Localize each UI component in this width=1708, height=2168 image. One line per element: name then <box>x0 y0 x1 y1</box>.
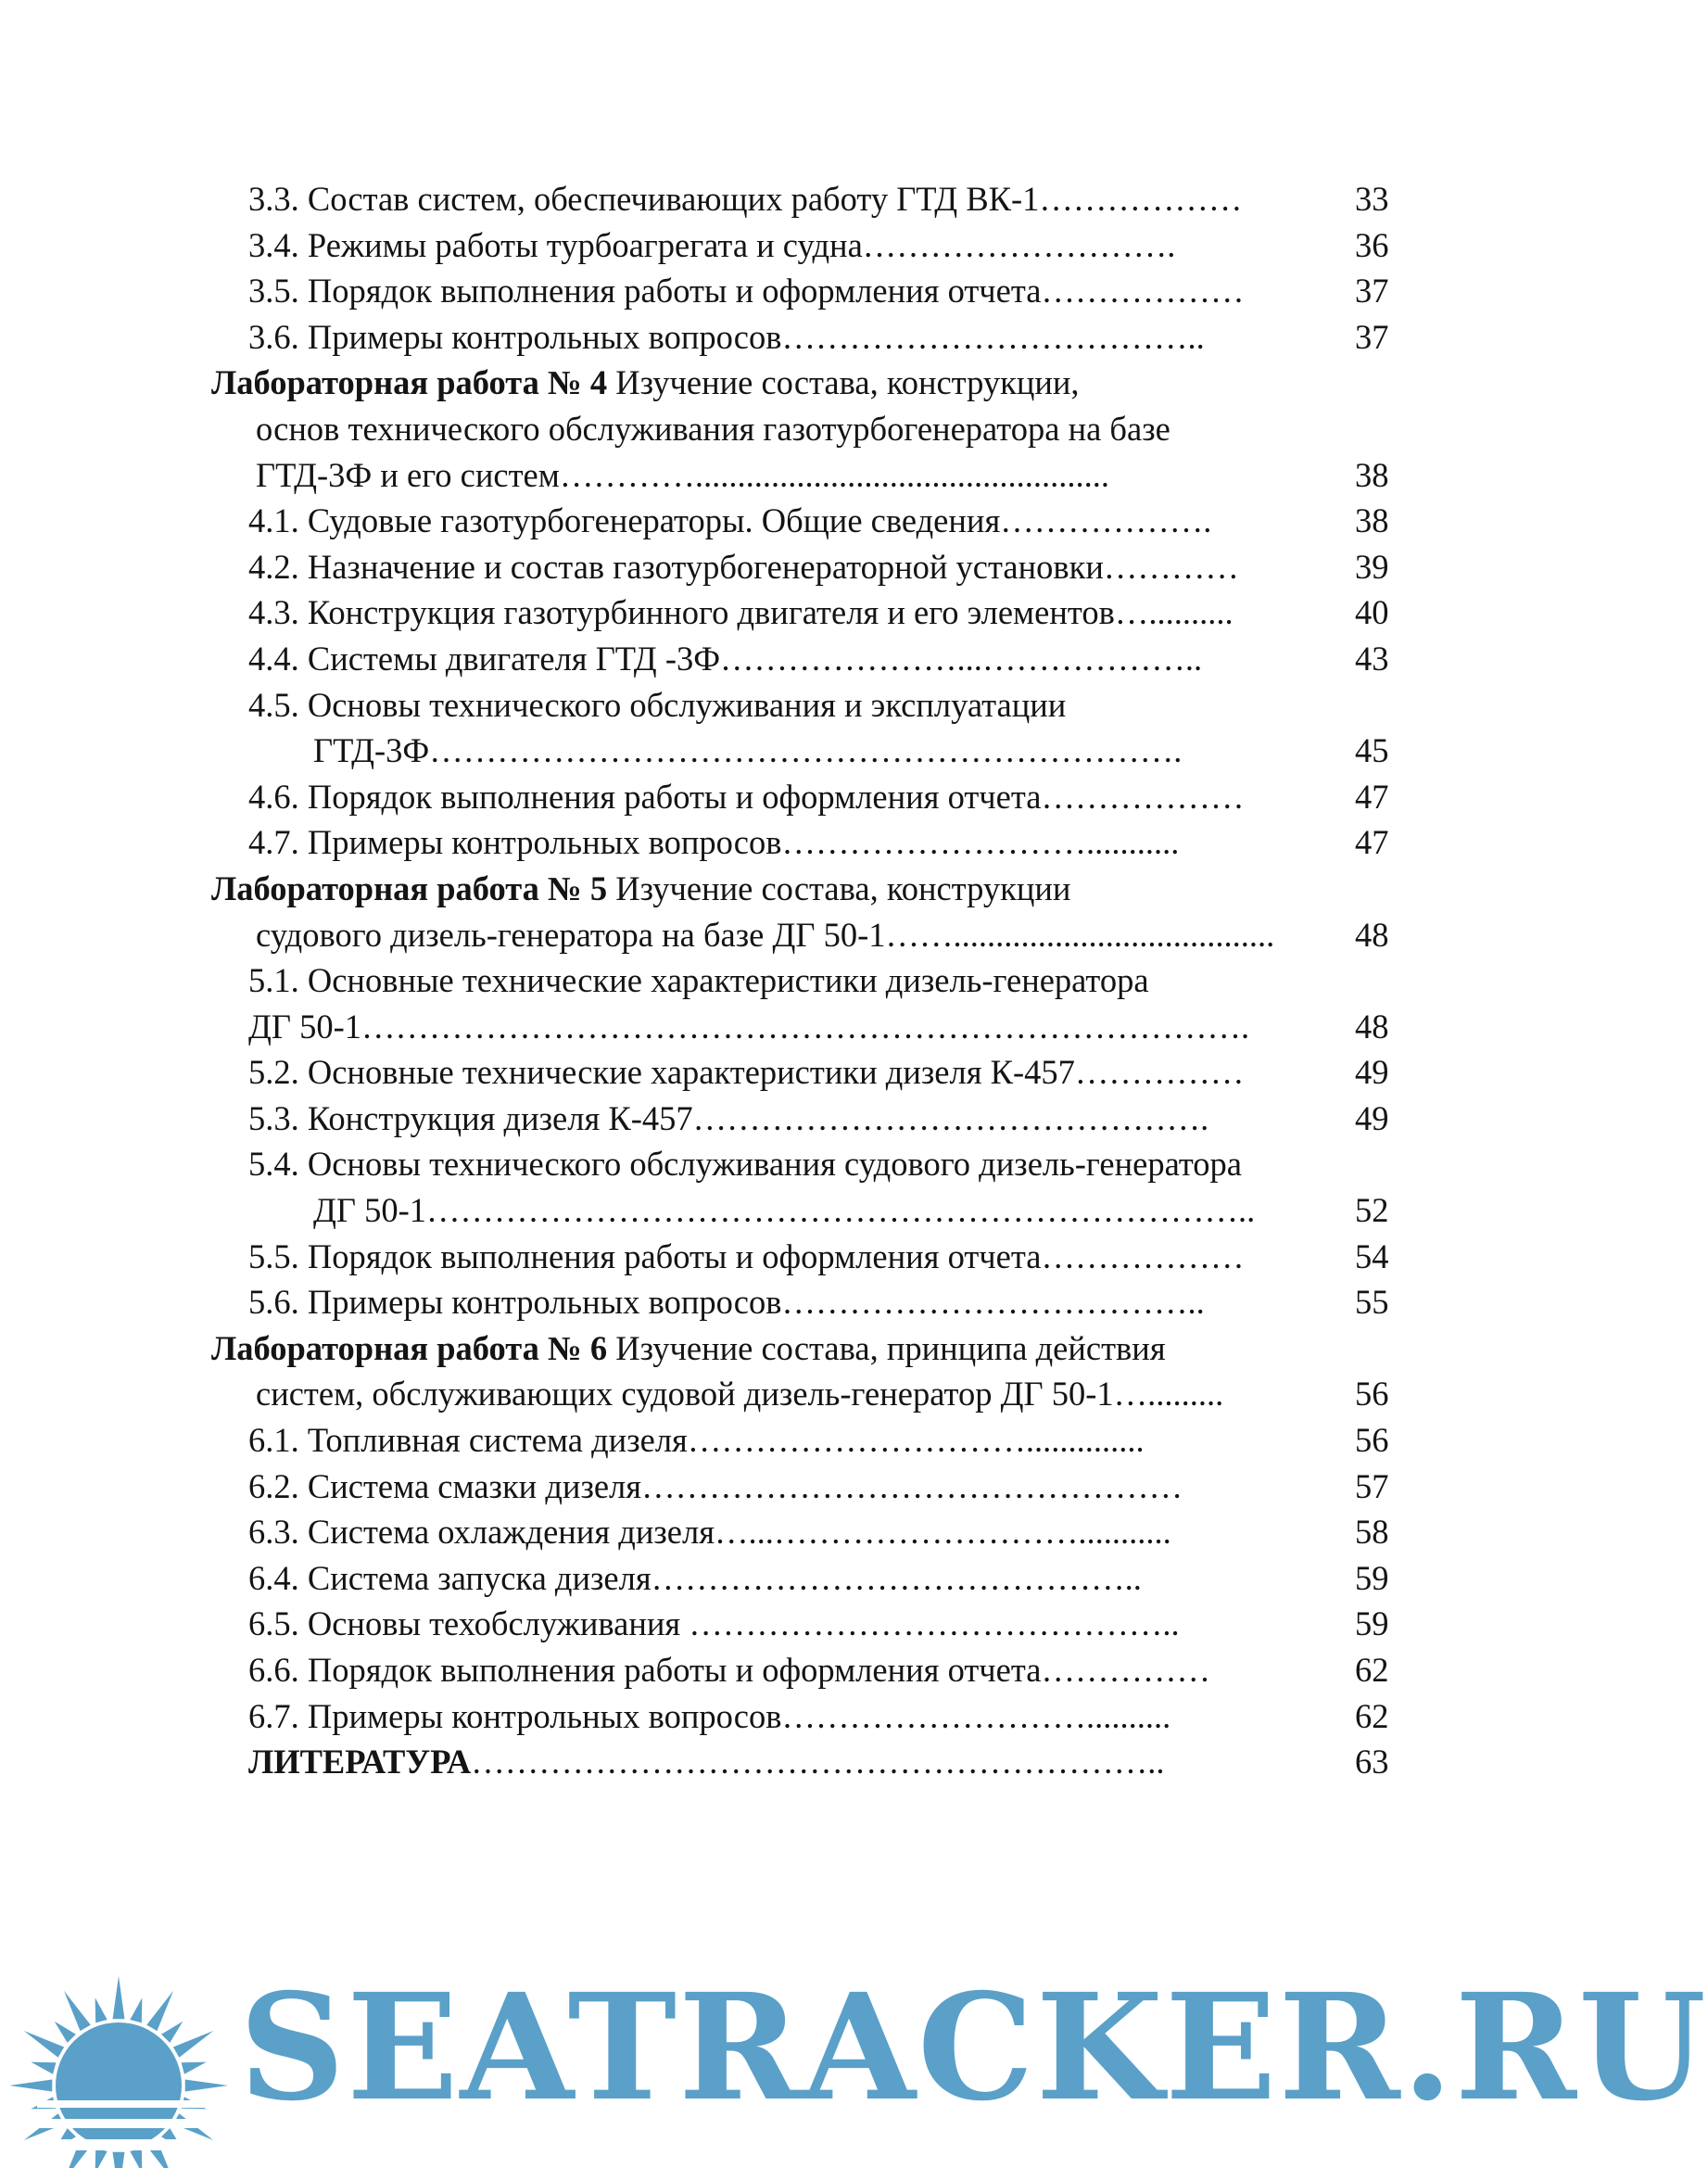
literature-title: ЛИТЕРАТУРА <box>248 1743 472 1781</box>
toc-page-number: 56 <box>1355 1421 1389 1460</box>
toc-entry-text: 5.6. Примеры контрольных вопросов……………………………….. <box>248 1283 1205 1322</box>
toc-row <box>0 1049 1533 1096</box>
sun-ray <box>113 1976 125 2019</box>
toc-row <box>0 912 1533 958</box>
toc-page-number: 63 <box>1355 1743 1389 1781</box>
toc-row <box>0 636 1533 682</box>
toc-row <box>0 1371 1533 1417</box>
toc-row <box>0 176 1533 222</box>
toc-entry-text: Изучение состава, конструкции, <box>607 363 1080 402</box>
toc-page-number: 62 <box>1355 1696 1389 1735</box>
sun-ray <box>95 2149 108 2168</box>
toc-page-number: 47 <box>1355 823 1389 862</box>
toc-page-number: 49 <box>1355 1053 1389 1092</box>
sun-ray <box>146 1991 173 2031</box>
toc-entry-text: ГТД-3Ф…………………………………………………………. <box>313 731 1183 770</box>
sun-ray <box>182 2062 207 2074</box>
toc-page-number: 56 <box>1355 1375 1389 1414</box>
toc-row <box>0 268 1533 314</box>
toc-row <box>0 1509 1533 1555</box>
sun-ray <box>24 2031 64 2058</box>
toc-page-number: 57 <box>1355 1466 1389 1505</box>
toc-page-number: 62 <box>1355 1651 1389 1689</box>
toc-row <box>0 819 1533 866</box>
toc-row <box>0 314 1533 361</box>
toc-entry-text: систем, обслуживающих судовой дизель-генератор ДГ 50-1…......... <box>256 1375 1224 1414</box>
toc-page-number: 59 <box>1355 1558 1389 1597</box>
toc-page-number: 39 <box>1355 547 1389 586</box>
sun-icon <box>9 1976 228 2168</box>
toc-entry-text: 6.1. Топливная система дизеля………………………….............. <box>248 1421 1145 1460</box>
toc-row <box>0 544 1533 590</box>
toc-entry-text: 4.3. Конструкция газотурбинного двигателя и его элементов….......... <box>248 593 1234 632</box>
toc-page-number: 37 <box>1355 272 1389 311</box>
toc-row-lab-heading <box>0 1325 1533 1372</box>
toc-entry-text: 5.3. Конструкция дизеля К-457………………………………………. <box>248 1098 1209 1137</box>
toc-page-number: 54 <box>1355 1236 1389 1275</box>
toc-page-number: 52 <box>1355 1191 1389 1230</box>
toc-entry-text: 5.4. Основы технического обслуживания судового дизель-генератора <box>248 1145 1243 1184</box>
sun-ray <box>113 2152 125 2168</box>
toc-entry-text: …………………………………………………….. <box>471 1743 1165 1781</box>
sun-ray <box>130 2149 142 2168</box>
toc-entry-text: 3.6. Примеры контрольных вопросов……………………………….. <box>248 317 1205 356</box>
toc-row <box>0 1279 1533 1325</box>
toc-entry-text: 6.4. Система запуска дизеля…………………………………….. <box>248 1558 1142 1597</box>
toc-page-number: 55 <box>1355 1283 1389 1322</box>
toc-entry-text: 3.5. Порядок выполнения работы и оформления отчета……………… <box>248 272 1245 311</box>
toc-row <box>0 1601 1533 1647</box>
toc-row <box>0 222 1533 269</box>
toc-entry-text: 6.7. Примеры контрольных вопросов……………………….......... <box>248 1696 1171 1735</box>
toc-entry-text: 4.6. Порядок выполнения работы и оформления отчета……………… <box>248 777 1245 816</box>
toc-page-number: 33 <box>1355 180 1389 218</box>
sun-ray <box>9 2080 52 2092</box>
sun-ray <box>31 2062 56 2074</box>
toc-entry-text: ДГ 50-1……………………………………………………………….. <box>313 1191 1256 1230</box>
toc-page-number: 49 <box>1355 1098 1389 1137</box>
toc-row <box>0 774 1533 820</box>
toc-row <box>0 452 1533 499</box>
toc-row <box>0 682 1533 729</box>
toc-row <box>0 1555 1533 1602</box>
lab-title: Лабораторная работа № 5 <box>211 868 608 907</box>
toc-page-number: 36 <box>1355 225 1389 264</box>
toc-entry-text: 4.7. Примеры контрольных вопросов………………………........... <box>248 823 1180 862</box>
toc-entry-text: 5.5. Порядок выполнения работы и оформления отчета……………… <box>248 1236 1245 1275</box>
toc-page-number: 37 <box>1355 317 1389 356</box>
sun-ray <box>64 1991 91 2031</box>
toc-page-number: 40 <box>1355 593 1389 632</box>
toc-row <box>0 590 1533 636</box>
toc-entry-text: 3.4. Режимы работы турбоагрегата и судна………………………. <box>248 225 1176 264</box>
toc-row-literature <box>0 1739 1533 1785</box>
toc-row <box>0 728 1533 774</box>
toc-entry-text: 4.4. Системы двигателя ГТД -3Ф…………………...……………….. <box>248 639 1203 678</box>
toc-entry-text: 6.5. Основы техобслуживания …………………………………….. <box>248 1604 1180 1643</box>
toc-page-number: 43 <box>1355 639 1389 678</box>
toc-entry-text: 6.3. Система охлаждения дизеля…...………………………........... <box>248 1513 1171 1552</box>
toc-entry-text: ДГ 50-1……………………………………………………………………. <box>248 1007 1250 1046</box>
toc-row <box>0 1234 1533 1280</box>
sun-ray <box>95 1997 108 2022</box>
toc-page-number: 45 <box>1355 731 1389 770</box>
table-of-contents <box>0 176 1533 1785</box>
toc-row <box>0 1417 1533 1464</box>
sun-ray <box>130 1997 142 2022</box>
toc-row <box>0 1096 1533 1142</box>
toc-row <box>0 498 1533 544</box>
sun-ray <box>185 2080 228 2092</box>
brand-logo-text: SEATRACKER.RU <box>239 1962 1708 2134</box>
toc-page-number: 38 <box>1355 455 1389 494</box>
toc-row <box>0 957 1533 1004</box>
toc-page-number: 58 <box>1355 1513 1389 1552</box>
toc-entry-text: 3.3. Состав систем, обеспечивающих работу ГТД ВК-1……………… <box>248 180 1243 218</box>
toc-entry-text: 5.1. Основные технические характеристики дизель-генератора <box>248 961 1149 1000</box>
toc-entry-text: судового дизель-генератора на базе ДГ 50-1……...................................... <box>256 915 1275 954</box>
toc-entry-text: Изучение состава, конструкции <box>607 868 1071 907</box>
toc-row-lab-heading <box>0 866 1533 912</box>
toc-page-number: 47 <box>1355 777 1389 816</box>
toc-entry-text: 4.1. Судовые газотурбогенераторы. Общие сведения………………. <box>248 501 1212 540</box>
toc-row <box>0 1693 1533 1740</box>
toc-page-number: 48 <box>1355 1007 1389 1046</box>
toc-entry-text: 5.2. Основные технические характеристики дизеля К-457…………… <box>248 1053 1245 1092</box>
toc-row <box>0 406 1533 452</box>
sun-ray <box>55 2022 76 2043</box>
lab-title: Лабораторная работа № 6 <box>211 1328 608 1367</box>
toc-row <box>0 1647 1533 1693</box>
toc-page-number: 48 <box>1355 915 1389 954</box>
toc-row <box>0 1464 1533 1510</box>
lab-title: Лабораторная работа № 4 <box>211 363 608 402</box>
toc-row <box>0 1004 1533 1050</box>
toc-page-number: 38 <box>1355 501 1389 540</box>
sun-ray <box>161 2022 183 2043</box>
toc-entry-text: основ технического обслуживания газотурбогенератора на базе <box>256 409 1170 448</box>
toc-row-lab-heading <box>0 360 1533 406</box>
toc-entry-text: ГТД-3Ф и его систем…………................................................. <box>256 455 1109 494</box>
toc-row <box>0 1141 1533 1187</box>
sun-ray <box>173 2031 213 2058</box>
toc-entry-text: 6.2. Система смазки дизеля………………………………………… <box>248 1466 1183 1505</box>
toc-entry-text: 4.2. Назначение и состав газотурбогенераторной установки………… <box>248 547 1239 586</box>
toc-entry-text: 6.6. Порядок выполнения работы и оформления отчета…………… <box>248 1651 1210 1689</box>
toc-entry-text: Изучение состава, принципа действия <box>607 1328 1166 1367</box>
toc-row <box>0 1187 1533 1234</box>
toc-entry-text: 4.5. Основы технического обслуживания и эксплуатации <box>248 685 1067 724</box>
toc-page-number: 59 <box>1355 1604 1389 1643</box>
